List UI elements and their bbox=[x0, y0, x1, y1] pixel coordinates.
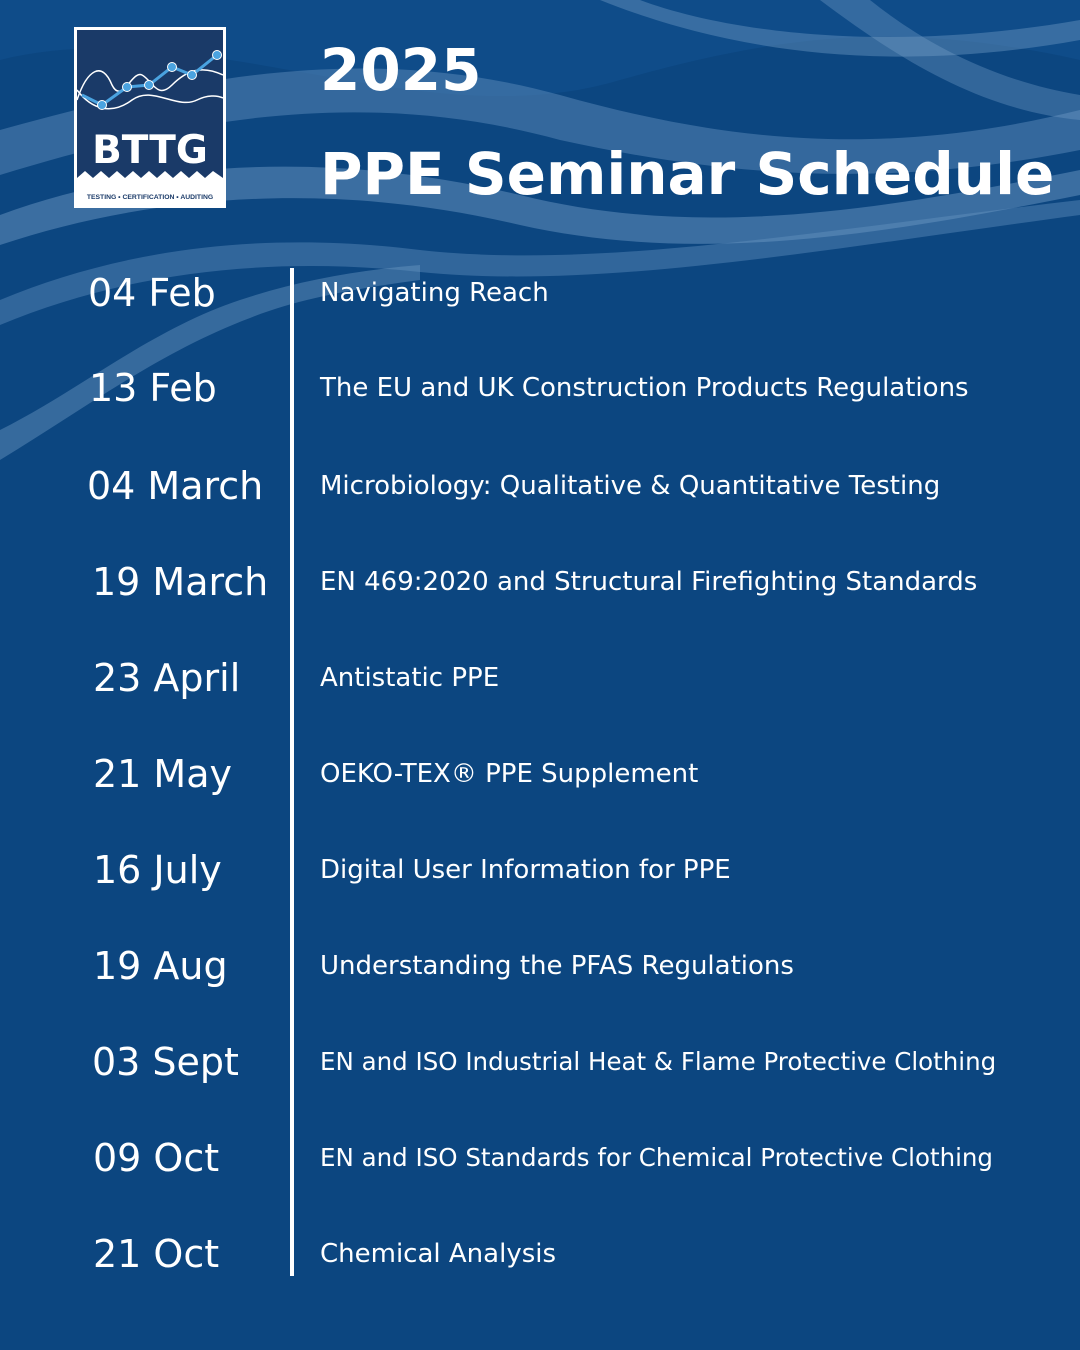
line-chart-icon bbox=[77, 30, 223, 205]
schedule-topic: Chemical Analysis bbox=[320, 1239, 557, 1269]
schedule-item bbox=[0, 840, 1080, 900]
schedule-date: 19 March bbox=[92, 560, 269, 604]
schedule-item bbox=[0, 1128, 1080, 1188]
page-title: PPE Seminar Schedule bbox=[320, 140, 1055, 208]
schedule-topic: Microbiology: Qualitative & Quantitative Testing bbox=[320, 471, 941, 501]
schedule-topic: EN and ISO Industrial Heat & Flame Protective Clothing bbox=[320, 1047, 997, 1076]
schedule-topic: Antistatic PPE bbox=[320, 663, 500, 693]
schedule-date: 04 March bbox=[87, 464, 264, 508]
schedule-topic: EN and ISO Standards for Chemical Protective Clothing bbox=[320, 1143, 993, 1172]
schedule-topic: The EU and UK Construction Products Regulations bbox=[320, 373, 969, 403]
schedule-item bbox=[0, 744, 1080, 804]
schedule-topic: Digital User Information for PPE bbox=[320, 855, 731, 885]
schedule-topic: OEKO-TEX® PPE Supplement bbox=[320, 759, 699, 789]
schedule-date: 16 July bbox=[93, 848, 222, 892]
schedule-item bbox=[0, 1224, 1080, 1284]
timeline-divider bbox=[290, 268, 294, 1276]
schedule-topic: EN 469:2020 and Structural Firefighting Standards bbox=[320, 567, 978, 597]
schedule-date: 19 Aug bbox=[93, 944, 228, 988]
schedule-date: 09 Oct bbox=[93, 1136, 220, 1180]
schedule-date: 13 Feb bbox=[89, 366, 217, 410]
schedule-item bbox=[0, 936, 1080, 996]
schedule-date: 23 April bbox=[93, 656, 241, 700]
schedule-date: 21 Oct bbox=[93, 1232, 220, 1276]
logo-tagline: TESTING • CERTIFICATION • AUDITING bbox=[77, 192, 223, 202]
schedule-topic: Navigating Reach bbox=[320, 278, 549, 308]
schedule-topic: Understanding the PFAS Regulations bbox=[320, 951, 794, 981]
schedule-date: 04 Feb bbox=[88, 271, 216, 315]
schedule-date: 03 Sept bbox=[92, 1040, 239, 1084]
schedule-item bbox=[0, 1032, 1080, 1092]
logo-wordmark: BTTG bbox=[92, 128, 208, 173]
bttg-logo bbox=[74, 27, 226, 208]
schedule-item bbox=[0, 552, 1080, 612]
title-year: 2025 bbox=[320, 36, 482, 104]
schedule-date: 21 May bbox=[93, 752, 232, 796]
schedule-item bbox=[0, 648, 1080, 708]
